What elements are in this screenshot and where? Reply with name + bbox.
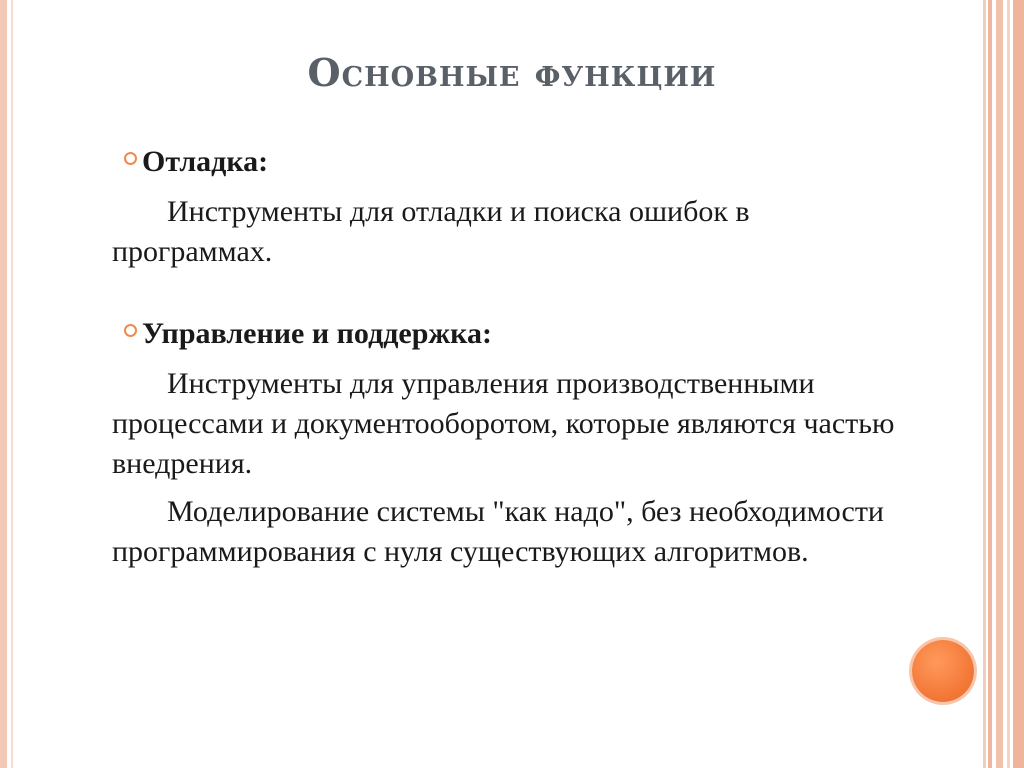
ring-bullet-icon — [124, 324, 137, 337]
right-decorative-stripe — [1013, 0, 1024, 768]
section-debugging — [112, 142, 912, 272]
section-heading — [112, 142, 912, 182]
slide-content — [112, 142, 912, 572]
section-paragraph: Инструменты для отладки и поиска ошибок в программах. — [112, 195, 750, 268]
right-decorative-stripe — [1007, 0, 1010, 768]
section-management — [112, 314, 912, 572]
right-decorative-stripe — [983, 0, 986, 768]
section-heading-text: Отладка: — [142, 145, 269, 178]
section-paragraph: Инструменты для управления производственными процессами и документооборотом, которые являются частью внедрения. — [112, 367, 895, 480]
ring-bullet-icon — [124, 152, 137, 165]
left-decorative-line — [11, 0, 13, 768]
section-heading — [112, 314, 912, 354]
section-paragraph: Моделирование системы "как надо", без необходимости программирования с нуля существующих алгоритмов. — [112, 495, 884, 568]
right-decorative-stripe — [988, 0, 992, 768]
section-heading-text: Управление и поддержка: — [142, 317, 492, 350]
slide-title: Основные функции — [307, 50, 717, 95]
orange-circle-icon — [912, 640, 974, 702]
right-decorative-stripe — [996, 0, 1003, 768]
left-decorative-stripe — [0, 0, 7, 768]
